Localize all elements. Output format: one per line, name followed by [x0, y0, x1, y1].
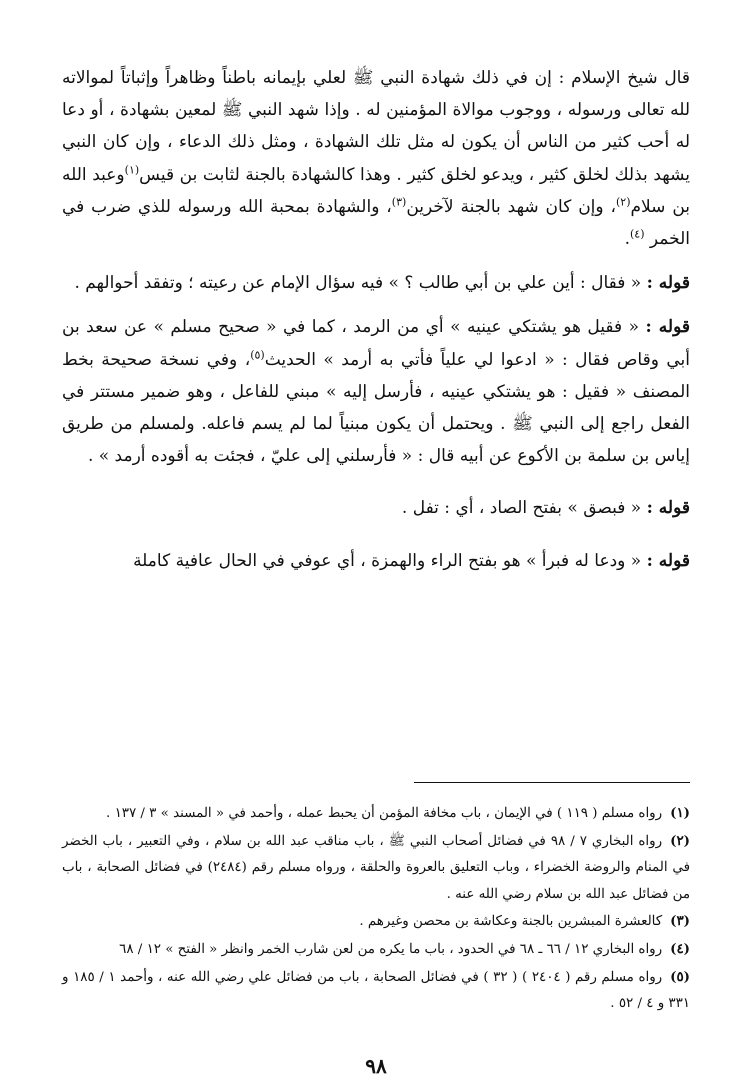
footnote-4 — [62, 936, 690, 964]
paragraph-4-text: « فبصق » بفتح الصاد ، أي : تفل . — [401, 498, 642, 519]
paragraph-1-text-3: ، وإن كان شهد بالجنة لآخرين — [406, 196, 616, 217]
footnote-5 — [62, 964, 690, 1018]
footnote-1 — [62, 800, 690, 828]
footnote-3-number: (٣) — [670, 913, 690, 930]
paragraph-1-text-4: ، والشهادة بمحبة الله ورسوله للذي ضرب في الخمر — [62, 196, 690, 250]
footnote-ref-5[interactable]: (٥) — [250, 347, 265, 361]
footnote-ref-1[interactable]: (١) — [124, 162, 140, 176]
footnote-3-text: كالعشرة المبشرين بالجنة وعكاشة بن محصن وغيرهم . — [359, 914, 663, 930]
footnote-ref-3[interactable]: (٣) — [391, 195, 407, 209]
footnote-5-number: (٥) — [670, 968, 691, 985]
paragraph-3 — [62, 311, 690, 472]
paragraph-5-lead: قوله : — [646, 550, 690, 571]
footnote-1-number: (١) — [670, 805, 690, 821]
footnotes — [62, 800, 690, 1018]
footnote-1-text: رواه مسلم ( ١١٩ ) في الإيمان ، باب مخافة المؤمن أن يحبط عمله ، وأحمد في « المسند » ٣ / ١٣٧ . — [106, 806, 663, 821]
footnote-ref-2[interactable]: (٢) — [616, 195, 631, 209]
footnote-5-text: رواه مسلم رقم ( ٢٤٠٤ ) ( ٣٢ ) في فضائل الصحابة ، باب من فضائل علي رضي الله عنه ، وأحمد ١ / ١٨٥ و ٣٣١ و ٤ / ٥٢ . — [62, 969, 690, 1012]
paragraph-1-text-2: وعبد الله بن سلام — [62, 164, 690, 217]
footnote-2-number: (٢) — [670, 832, 690, 849]
main-text — [62, 62, 690, 577]
paragraph-1 — [62, 62, 690, 255]
book-page — [62, 62, 691, 1078]
paragraph-1-text: قال شيخ الإسلام : إن في ذلك شهادة النبي ﷺ لعلي بإيمانه باطناً وظاهراً وإثباتاً لموالاته لله تعالى ورسوله ، ووجوب موالاة المؤمنين له . وإذا شهد النبي ﷺ لمعين بشهادة ، أو دعا له أحب كثير من الناس أن يكون له مثل تلك الشهادة ، ومثل ذلك الدعاء ، وإن كان النبي يشهد بذلك لخلق كثير ، ويدعو لخلق كثير . وهذا كالشهادة بالجنة لثابت بن قيس — [62, 68, 690, 185]
footnote-4-text: رواه البخاري ١٢ / ٦٦ ـ ٦٨ في الحدود ، باب ما يكره من لعن شارب الخمر وانظر « الفتح » ١٢ / ٦٨ — [119, 941, 663, 957]
paragraph-2-text: « فقال : أين علي بن أبي طالب ؟ » فيه سؤال الإمام عن رعيته ؛ وتفقد أحوالهم . — [74, 273, 642, 294]
paragraph-5-text: « ودعا له فبرأ » هو بفتح الراء والهمزة ، أي عوفي في الحال عافية كاملة — [133, 550, 642, 571]
paragraph-3-text-2: ، وفي نسخة صحيحة بخط المصنف « فقيل : هو يشتكي عينيه ، فأرسل إليه » مبني للفاعل ، وهو ضمير مستتر في الفعل راجع إلى النبي ﷺ . ويحتمل أن يكون مبنياً لما لم يسم فاعله. ولمسلم من طريق إياس بن سلمة بن الأكوع عن أبيه قال : « فأرسلني إلى عليّ ، فجئت به أقوده أرمد » . — [62, 349, 690, 467]
page-number: ٩٨ — [365, 1054, 387, 1078]
footnote-3 — [62, 908, 690, 936]
paragraph-3-lead: قوله : — [645, 317, 690, 338]
footnote-2-text: رواه البخاري ٧ / ٩٨ في فضائل أصحاب النبي ﷺ ، باب مناقب عبد الله بن سلام ، وفي التعبير ، باب الخضر في المنام والروضة الخضراء ، وباب التعليق بالعروة والحلقة ، ورواه مسلم رقم (٢٤٨٤) في فضائل الصحابة ، باب من فضائل عبد الله بن سلام رضي الله عنه . — [62, 833, 690, 902]
footnote-4-number: (٤) — [670, 940, 690, 957]
paragraph-2-lead: قوله : — [646, 273, 690, 294]
paragraph-1-text-5: . — [624, 229, 630, 250]
footnote-separator — [414, 782, 690, 783]
paragraph-4-lead: قوله : — [646, 498, 690, 519]
paragraph-4 — [62, 492, 690, 524]
footnote-2 — [62, 828, 690, 909]
paragraph-2 — [62, 267, 690, 299]
footnote-ref-4[interactable]: (٤) — [629, 227, 645, 241]
paragraph-5 — [62, 545, 690, 577]
paragraph-3-text: « فقيل هو يشتكي عينيه » أي من الرمد ، كما في « صحيح مسلم » عن سعد بن أبي وقاص فقال : « ادعوا لي علياً فأتي به أرمد » الحديث — [62, 317, 691, 370]
